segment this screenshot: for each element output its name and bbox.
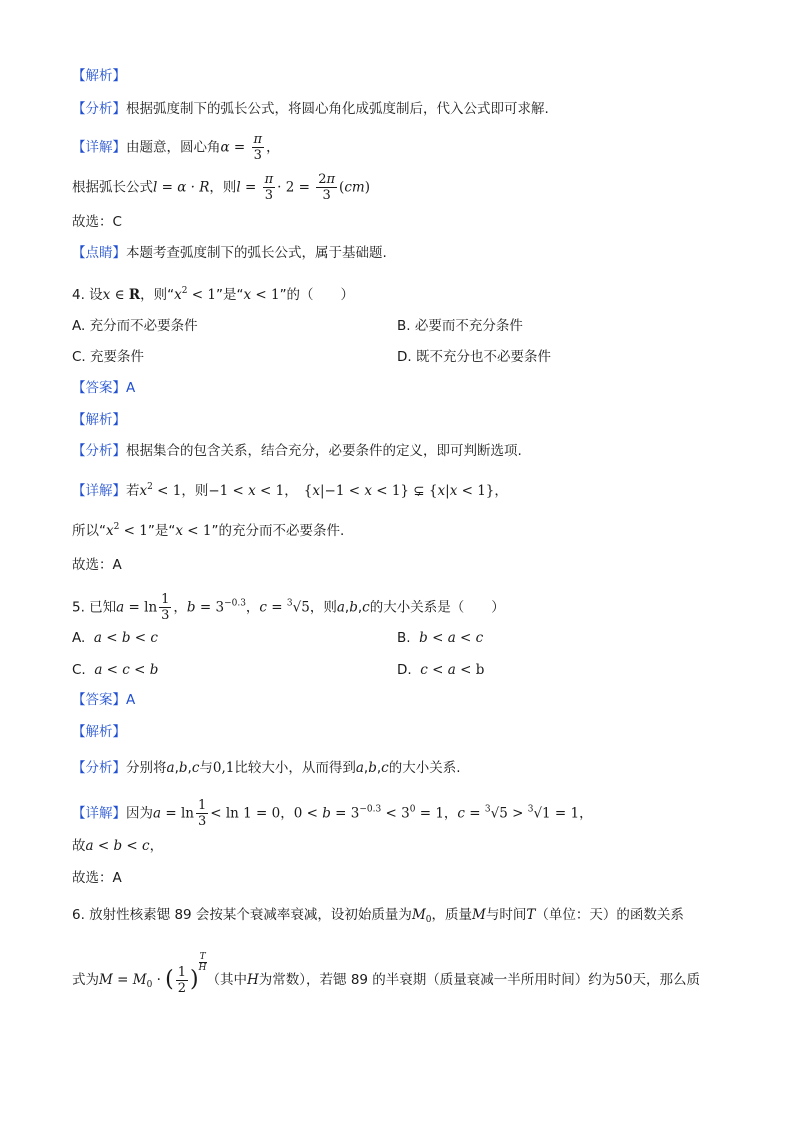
jiexi-heading-3: 【解析】 <box>72 68 126 84</box>
q4-option-b: B. 必要而不充分条件 <box>397 318 523 334</box>
arc-length-formula-line: 根据弧长公式l = α · R，则l = $\frac{\pi}{3}$ · 2 = $\frac{2\pi}{3}$ (cm) <box>72 172 370 203</box>
q4-answer: 【答案】A <box>72 380 136 396</box>
q5-option-d: D. c < a < b <box>397 662 485 678</box>
q5-gu: 故a < b < c， <box>72 838 164 854</box>
xiangjie-line-3: 【详解】由题意，圆心角α = $\frac{\pi}{3}$ ， <box>72 132 280 163</box>
alpha-formula: α = <box>220 139 250 156</box>
q6-line-2: 式为$M = M_0$ · ( $\frac{1}{2}$ ) $\frac{T}{H}$ （其中H为常数），若锶 89 的半衰期（质量衰减一半所用时间）约为50天，那么质 <box>72 952 700 996</box>
q5-jiexi: 【解析】 <box>72 724 126 740</box>
q4-fenxi: 【分析】根据集合的包含关系，结合充分，必要条件的定义，即可判断选项. <box>72 443 522 459</box>
q5-xiangjie: 【详解】因为a = ln $\frac{1}{3}$ < ln 1 = 0，$0 < b = 3^{-0.3} < 3^0 = 1$，c = $^3$√5 > $^3$√1 = 1， <box>72 798 593 829</box>
dianjing-line-3: 【点睛】本题考查弧度制下的弧长公式，属于基础题. <box>72 245 387 261</box>
q4-option-c: C. 充要条件 <box>72 349 145 365</box>
q4-jiexi: 【解析】 <box>72 412 126 428</box>
q5-fenxi: 【分析】分别将a,b,c与0,1比较大小，从而得到a,b,c的大小关系. <box>72 760 461 776</box>
fenxi-line-3: 【分析】根据弧度制下的弧长公式，将圆心角化成弧度制后，代入公式即可求解. <box>72 101 549 117</box>
q5-option-b: B. b < a < c <box>397 630 484 646</box>
q5-option-a: A. a < b < c <box>72 630 158 646</box>
q4-option-a: A. 充分而不必要条件 <box>72 318 198 334</box>
q4-stem: 4. 设x ∈ R，则“$x^2 < 1$”是“x < 1”的（ ） <box>72 286 355 303</box>
q5-stem: 5. 已知a = ln $\frac{1}{3}$ ，$b = 3^{-0.3}$，c = $^3$√5，则a,b,c的大小关系是（ ） <box>72 592 505 623</box>
guxuan-3: 故选：C <box>72 214 122 230</box>
q5-guxuan: 故选：A <box>72 870 122 886</box>
q4-xiangjie: 【详解】若$x^2 < 1$，则−1 < x < 1， {x|−1 < x < 1} ⊊ {x|x < 1}， <box>72 482 508 499</box>
q6-line-1: 6. 放射性核素锶 89 会按某个衰减率衰减，设初始质量为$M_0$，质量M与时间T（单位：天）的函数关系 <box>72 907 684 925</box>
q5-option-c: C. a < c < b <box>72 662 159 678</box>
q4-suoyi: 所以“$x^2 < 1$”是“x < 1”的充分而不必要条件. <box>72 522 345 539</box>
q5-answer: 【答案】A <box>72 692 136 708</box>
q4-guxuan: 故选：A <box>72 557 122 573</box>
q4-option-d: D. 既不充分也不必要条件 <box>397 349 551 365</box>
